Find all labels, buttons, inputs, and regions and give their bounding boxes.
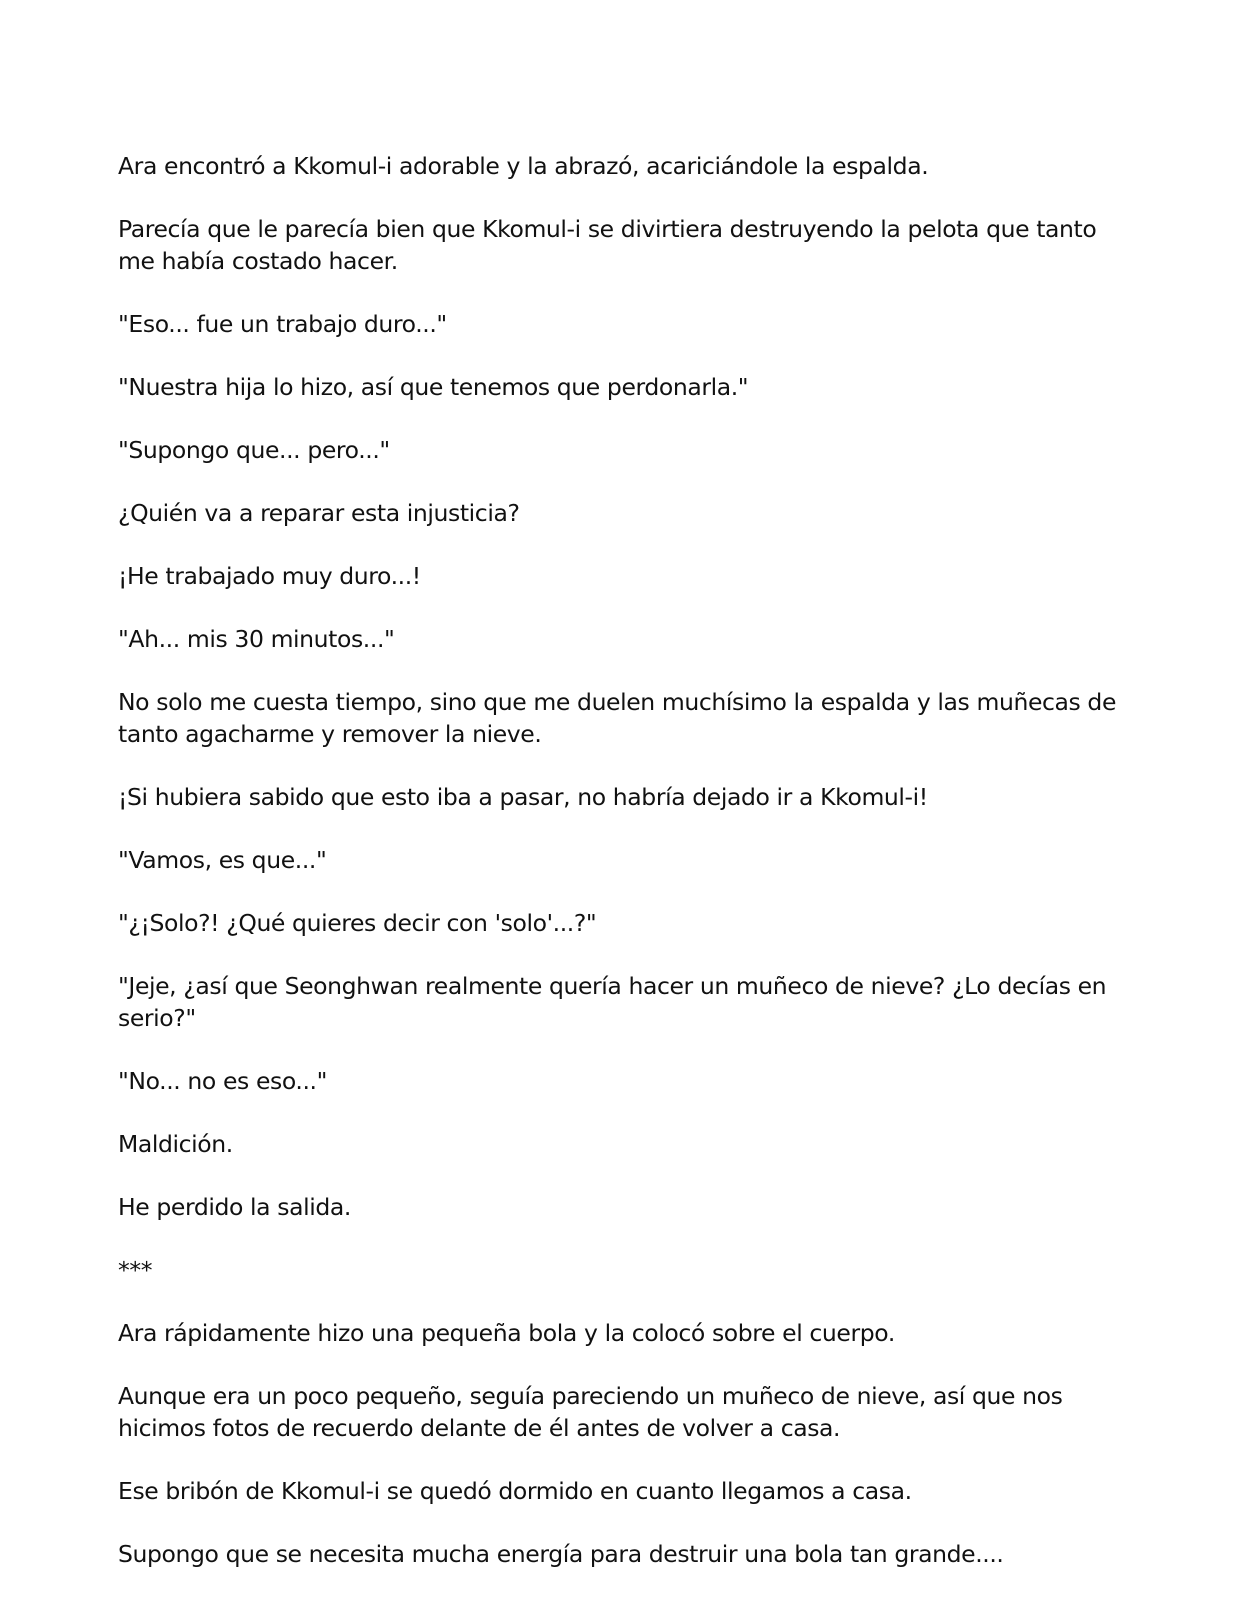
paragraph: ¡Si hubiera sabido que esto iba a pasar, no habría dejado ir a Kkomul-i!	[118, 783, 928, 811]
paragraph: ¡He trabajado muy duro...!	[118, 562, 421, 590]
paragraph: "Eso... fue un trabajo duro..."	[118, 310, 447, 338]
section-separator: ***	[118, 1256, 153, 1284]
paragraph: ¿Quién va a reparar esta injusticia?	[118, 499, 520, 527]
paragraph: "Supongo que... pero..."	[118, 436, 390, 464]
paragraph: He perdido la salida.	[118, 1193, 351, 1221]
paragraph: Ara rápidamente hizo una pequeña bola y la colocó sobre el cuerpo.	[118, 1319, 895, 1347]
paragraph: "Nuestra hija lo hizo, así que tenemos que perdonarla."	[118, 373, 749, 401]
paragraph: Ara encontró a Kkomul-i adorable y la abrazó, acariciándole la espalda.	[118, 152, 929, 180]
paragraph: "No... no es eso..."	[118, 1067, 328, 1095]
paragraph: Parecía que le parecía bien que Kkomul-i se divirtiera destruyendo la pelota que tanto me había costado hacer.	[118, 215, 1097, 275]
paragraph: "Vamos, es que..."	[118, 846, 327, 874]
paragraph: Ese bribón de Kkomul-i se quedó dormido en cuanto llegamos a casa.	[118, 1477, 912, 1505]
paragraph: Maldición.	[118, 1130, 233, 1158]
paragraph: Supongo que se necesita mucha energía para destruir una bola tan grande....	[118, 1540, 1004, 1568]
paragraph: No solo me cuesta tiempo, sino que me duelen muchísimo la espalda y las muñecas de tanto agacharme y remover la nieve.	[118, 688, 1117, 748]
paragraph: "Ah... mis 30 minutos..."	[118, 625, 395, 653]
paragraph: "¿¡Solo?! ¿Qué quieres decir con 'solo'...?"	[118, 909, 597, 937]
document-body	[118, 150, 1128, 1601]
paragraph: "Jeje, ¿así que Seonghwan realmente quería hacer un muñeco de nieve? ¿Lo decías en serio?"	[118, 972, 1107, 1032]
paragraph: Aunque era un poco pequeño, seguía pareciendo un muñeco de nieve, así que nos hicimos fotos de recuerdo delante de él antes de volver a casa.	[118, 1382, 1063, 1442]
